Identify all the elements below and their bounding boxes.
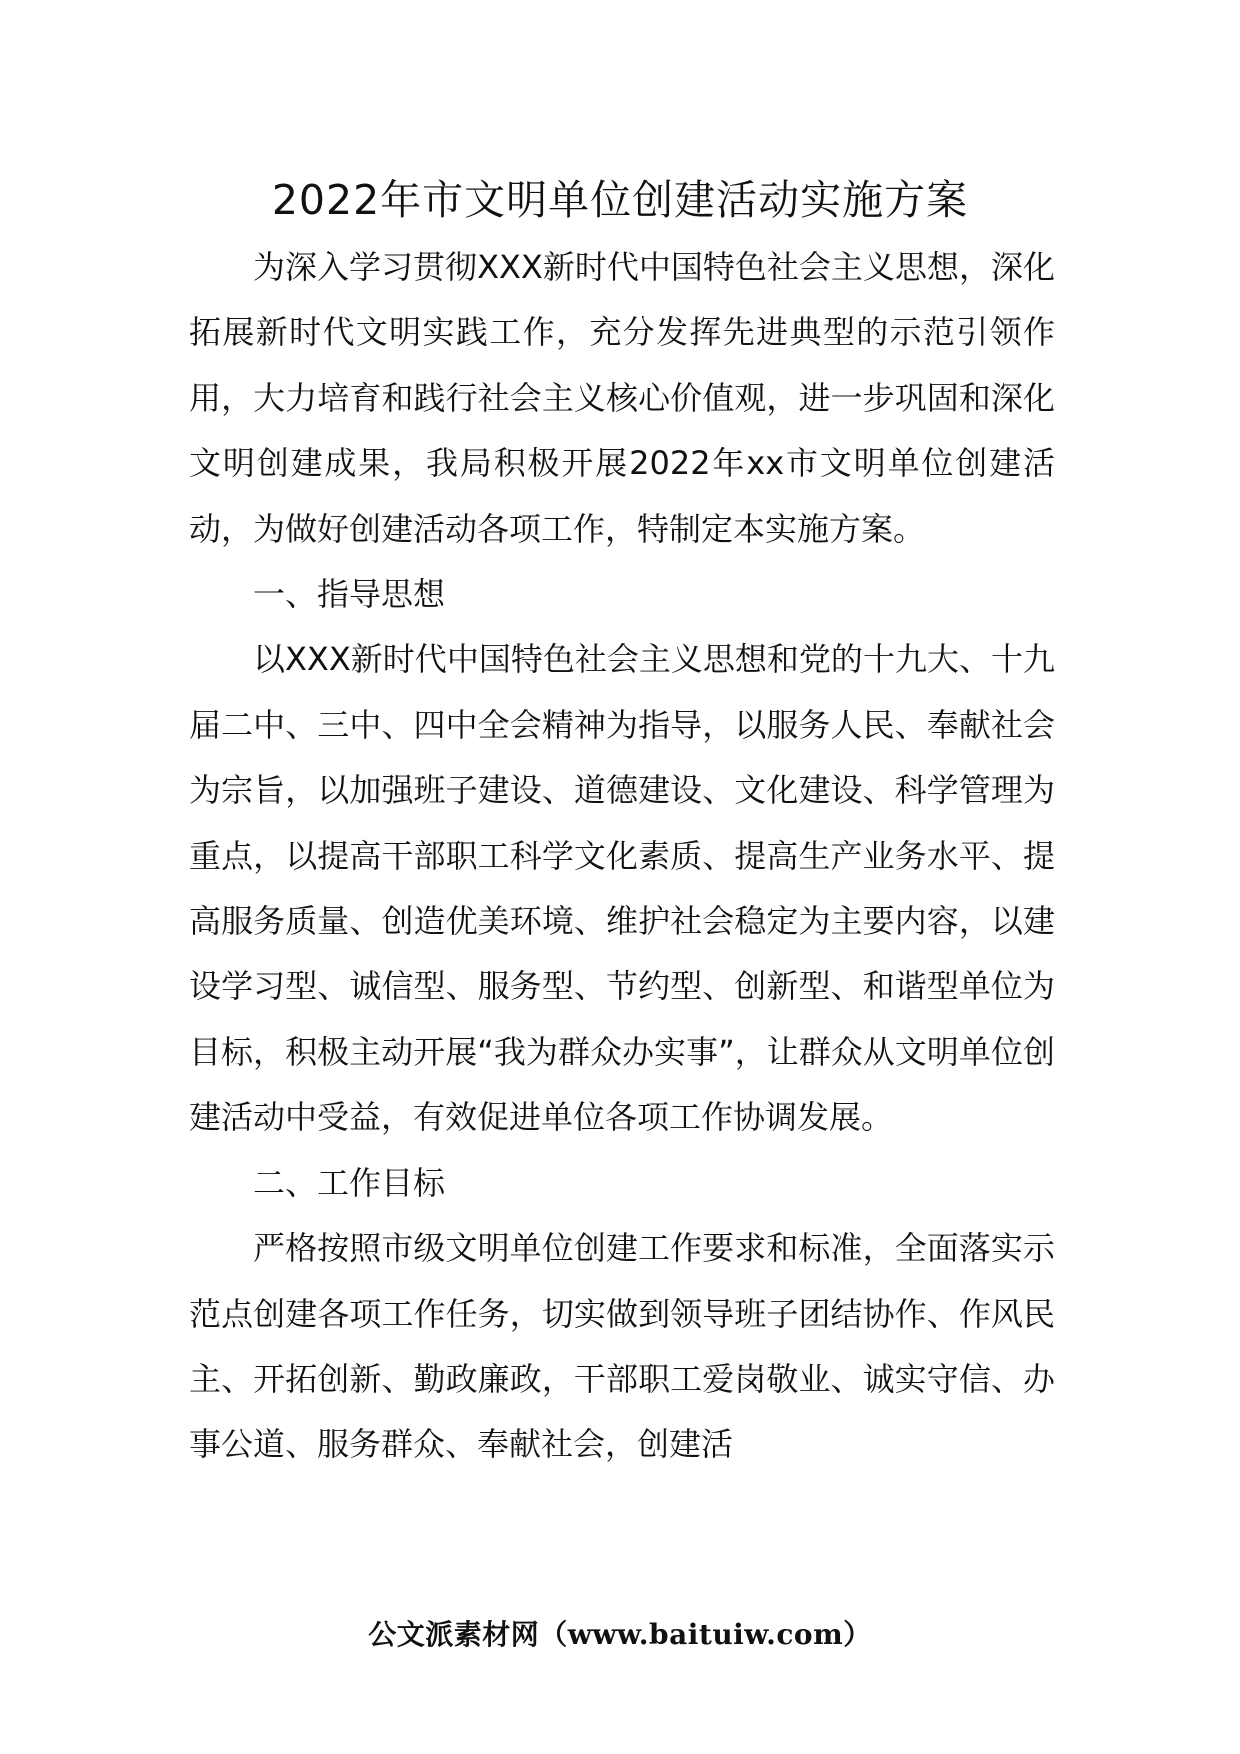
footer-watermark: 公文派素材网（www.baituiw.com） (368, 1618, 872, 1651)
section-heading-work-goals: 二、工作目标 (253, 1163, 446, 1202)
document-body (189, 235, 1055, 1478)
work-goals-paragraph: 严格按照市级文明单位创建工作要求和标准，全面落实示范点创建各项工作任务，切实做到领导班子团结协作、作风民主、开拓创新、勤政廉政，干部职工爱岗敬业、诚实守信、办事公道、服务群众、奉献社会，创建活 (189, 1229, 1055, 1464)
document-title: 2022年市文明单位创建活动实施方案 (271, 176, 969, 224)
guiding-ideology-paragraph: 以XXX新时代中国特色社会主义思想和党的十九大、十九届二中、三中、四中全会精神为指导，以服务人民、奉献社会为宗旨，以加强班子建设、道德建设、文化建设、科学管理为重点，以提高干部职工科学文化素质、提高生产业务水平、提高服务质量、创造优美环境、维护社会稳定为主要内容，以建设学习型、诚信型、服务型、节约型、创新型、和谐型单位为目标，积极主动开展“我为群众办实事”，让群众从文明单位创建活动中受益，有效促进单位各项工作协调发展。 (189, 640, 1055, 1137)
section-heading-guiding-ideology: 一、指导思想 (253, 575, 446, 614)
intro-paragraph: 为深入学习贯彻XXX新时代中国特色社会主义思想，深化拓展新时代文明实践工作，充分发挥先进典型的示范引领作用，大力培育和践行社会主义核心价值观，进一步巩固和深化文明创建成果，我局积极开展2022年xx市文明单位创建活动，为做好创建活动各项工作，特制定本实施方案。 (189, 248, 1055, 548)
